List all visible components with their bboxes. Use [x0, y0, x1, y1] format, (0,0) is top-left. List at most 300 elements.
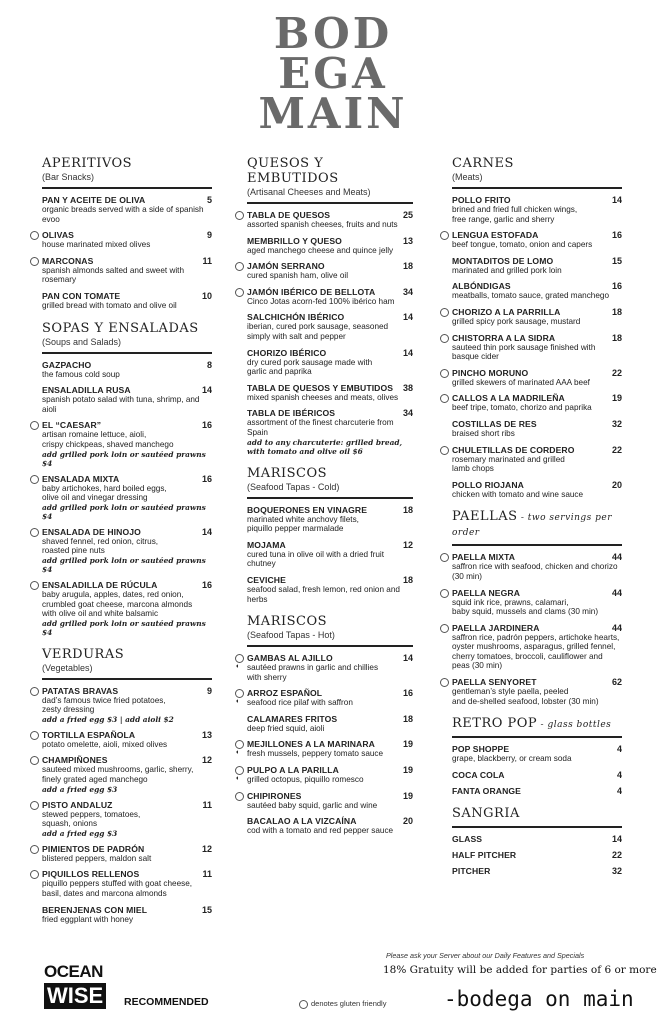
gluten-friendly-icon [440, 678, 449, 687]
section-title-text: QUESOS Y EMBUTIDOS [247, 156, 339, 186]
item-addon: add grilled pork loin or sautéed prawns $4 [42, 618, 206, 637]
item-description: piquillo pepper marmalade [247, 524, 344, 534]
menu-item [247, 210, 413, 230]
menu-item [42, 230, 212, 250]
item-price: 10 [201, 290, 212, 301]
item-name: HALF PITCHER [452, 849, 517, 860]
item-description: mixed spanish cheeses and meats, olives [247, 392, 399, 402]
item-description: saffron rice, padrón peppers, artichoke hearts, [452, 632, 620, 642]
item-price: 19 [402, 739, 413, 750]
item-name: ENSALADA MIXTA [42, 473, 120, 484]
item-price: 14 [201, 526, 212, 537]
section-title-text: MARISCOS [247, 465, 328, 481]
item-name: BACALAO A LA VIZCAÍNA [247, 816, 357, 827]
item-price: 16 [611, 281, 622, 292]
section-divider [42, 678, 212, 680]
menu-item [42, 527, 212, 574]
menu-item [247, 816, 413, 836]
menu-item [235, 653, 413, 682]
item-name: BERENJENAS CON MIEL [42, 904, 148, 915]
item-price: 20 [611, 479, 622, 490]
item-price: 22 [611, 444, 622, 455]
item-addon: add a fried egg $3 [42, 828, 118, 838]
gluten-friendly-icon [440, 624, 449, 633]
section-divider [452, 826, 622, 828]
item-name: TABLA DE QUESOS Y EMBUTIDOS [247, 382, 394, 393]
item-addon: add to any charcuterie: grilled bread, [247, 437, 403, 447]
menu-column-center [235, 156, 413, 846]
section-title [452, 806, 622, 821]
signature: -bodega on main [444, 987, 634, 1011]
item-price: 14 [201, 385, 212, 396]
item-name: PITCHER [452, 865, 491, 876]
item-description: artisan romaine lettuce, aioli, [42, 430, 147, 440]
section-divider [247, 645, 413, 647]
menu-item [42, 844, 212, 864]
item-description: seafood rice pilaf with saffron [247, 698, 353, 708]
menu-item [452, 744, 622, 764]
item-description: rosemary marinated and grilled [452, 454, 565, 464]
item-description: free range, garlic and sherry [452, 214, 555, 224]
gluten-friendly-icon [440, 446, 449, 455]
section-divider [452, 544, 622, 546]
menu-item [42, 730, 212, 750]
item-description: and de-shelled seafood, lobster (30 min) [452, 696, 599, 706]
item-price: 16 [201, 420, 212, 431]
item-description: squash, onions [42, 819, 98, 829]
menu-column-left [42, 156, 212, 934]
item-description: simply with salt and pepper [247, 331, 346, 341]
item-price: 16 [402, 688, 413, 699]
menu-item [247, 791, 413, 811]
gluten-friendly-icon [440, 589, 449, 598]
section-divider [247, 497, 413, 499]
menu-item [42, 905, 212, 925]
gluten-friendly-icon [30, 801, 39, 810]
gluten-friendly-icon [235, 262, 244, 271]
item-name: CHORIZO A LA PARRILLA [452, 306, 561, 317]
item-name: ENSALADA DE HINOJO [42, 526, 141, 537]
item-name: COSTILLAS DE RES [452, 418, 537, 429]
item-description: sauteed thin pork sausage finished with [452, 342, 596, 352]
section-divider [452, 187, 622, 189]
item-description: sauteed mixed mushrooms, garlic, sherry, [42, 765, 194, 775]
menu-item [247, 505, 413, 534]
item-name: BOQUERONES EN VINAGRE [247, 504, 368, 515]
menu-item [452, 588, 622, 617]
gluten-friendly-icon [235, 288, 244, 297]
item-name: MEMBRILLO Y QUESO [247, 235, 342, 246]
menu-section [452, 806, 622, 876]
item-addon: with tomato and olive oil $6 [247, 446, 363, 456]
section-note: - glass bottles [537, 720, 612, 731]
item-description: grilled skewers of marinated AAA beef [452, 377, 590, 387]
item-price: 14 [611, 195, 622, 205]
menu-item [247, 348, 413, 377]
item-addon: add a fried egg $3 | add aioli $2 [42, 714, 174, 724]
ocean-wise-logo [44, 962, 106, 1009]
item-description: cod with a tomato and red pepper sauce [247, 826, 394, 836]
item-description: iberian, cured pork sausage, seasoned [247, 322, 389, 332]
gluten-friendly-icon [440, 334, 449, 343]
section-subtitle: (Bar Snacks) [42, 172, 95, 182]
item-description: stewed peppers, tomatoes, [42, 809, 141, 819]
item-price: 18 [611, 306, 622, 317]
item-description: Cinco Jotas acorn-fed 100% ibérico ham [247, 296, 395, 306]
menu-item [42, 256, 212, 285]
section-title [42, 647, 212, 662]
item-price: 4 [616, 785, 622, 796]
item-price: 14 [402, 312, 413, 323]
menu-item [42, 580, 212, 637]
item-price: 18 [402, 574, 413, 585]
item-description: crispy chickpeas, shaved manchego [42, 439, 174, 449]
ocean-wise-fish-icon: ◖ [235, 775, 240, 783]
menu-item [452, 393, 622, 413]
menu-item [235, 688, 413, 708]
item-price: 20 [402, 816, 413, 827]
gluten-friendly-icon [30, 475, 39, 484]
section-title [42, 156, 212, 171]
menu-item [452, 445, 622, 474]
gratuity-note: 18% Gratuity will be added for parties of 6 or more [383, 964, 657, 976]
recommended-label: RECOMMENDED [124, 996, 209, 1008]
menu-item [452, 256, 622, 276]
section-title-text: MARISCOS [247, 614, 328, 630]
item-name: LENGUA ESTOFADA [452, 230, 539, 241]
item-price: 16 [611, 230, 622, 241]
item-addon: add grilled pork loin or sautéed prawns $4 [42, 502, 206, 521]
menu-item [452, 333, 622, 362]
gluten-friendly-icon [30, 421, 39, 430]
item-description: cured spanish ham, olive oil [247, 271, 349, 281]
item-description: brined and fried full chicken wings, [452, 205, 578, 214]
item-description: baby arugula, apples, dates, red onion, [42, 589, 184, 599]
menu-item [452, 786, 622, 796]
item-description: fresh mussels, peppery tomato sauce [247, 749, 384, 759]
section-title [452, 156, 622, 171]
item-description: saffron rice with seafood, chicken and chorizo (30 min) [452, 562, 618, 581]
item-name: POLLO RIOJANA [452, 479, 524, 490]
item-name: POLLO FRITO [452, 195, 511, 205]
item-price: 11 [202, 799, 212, 810]
item-name: CEVICHE [247, 574, 286, 585]
section-title-text: RETRO POP [452, 716, 538, 732]
item-description: spanish potato salad with tuna, shrimp, and aioli [42, 395, 200, 414]
section-divider [247, 202, 413, 204]
menu-item [452, 230, 622, 250]
menu-item [247, 575, 413, 604]
item-price: 34 [402, 408, 413, 419]
menu-item [42, 869, 212, 898]
item-description: chicken with tomato and wine sauce [452, 489, 584, 499]
item-price: 62 [611, 677, 622, 688]
section-note: - two servings per order [452, 513, 612, 539]
item-name: GLASS [452, 833, 483, 844]
menu-column-right [452, 156, 622, 886]
gluten-friendly-icon [30, 870, 39, 879]
item-description: grilled spicy pork sausage, mustard [452, 316, 581, 326]
gluten-friendly-icon [235, 654, 244, 663]
section-title-text: SOPAS Y ENSALADAS [42, 320, 199, 336]
item-description: crumbled goat cheese, marcona almonds [42, 599, 193, 609]
item-name: FANTA ORANGE [452, 785, 521, 796]
ocean-wise-word-2: WISE [44, 983, 106, 1009]
item-price: 19 [611, 393, 622, 404]
item-price: 16 [201, 579, 212, 590]
gluten-friendly-icon [30, 845, 39, 854]
logo-line-1: BOD [273, 9, 393, 58]
item-price: 18 [402, 261, 413, 272]
item-price: 18 [611, 332, 622, 343]
item-description: dad’s famous twice fried potatoes, [42, 695, 166, 705]
item-description: with olive oil and white balsamic [42, 609, 159, 619]
gluten-friendly-icon [30, 581, 39, 590]
item-addon: add a fried egg $3 [42, 784, 118, 794]
ocean-wise-fish-icon: ◖ [235, 663, 240, 671]
gluten-friendly-icon [30, 528, 39, 537]
item-description: fried eggplant with honey [42, 914, 134, 924]
menu-item [42, 291, 212, 311]
menu-section [42, 156, 212, 311]
item-description: zesty dressing [42, 705, 95, 715]
ocean-wise-fish-icon: ◖ [235, 698, 240, 706]
section-subtitle: (Meats) [452, 172, 483, 182]
item-name: PULPO A LA PARILLA [247, 765, 339, 776]
server-note: Please ask your Server about our Daily Features and Specials [386, 951, 585, 960]
item-price: 9 [206, 230, 212, 241]
gluten-friendly-note: denotes gluten friendly [311, 999, 387, 1008]
menu-item [247, 408, 413, 455]
item-price: 14 [402, 653, 413, 664]
item-description: basil, dates and marcona almonds [42, 889, 167, 899]
item-price: 32 [611, 418, 622, 429]
item-description: the famous cold soup [42, 369, 120, 379]
item-description: assorted spanish cheeses, fruits and nuts [247, 220, 398, 229]
item-price: 22 [611, 367, 622, 378]
logo [0, 9, 666, 138]
item-price: 44 [611, 552, 622, 563]
item-name: MONTADITOS DE LOMO [452, 255, 554, 266]
item-description: house marinated mixed olives [42, 240, 151, 250]
menu-section [452, 156, 622, 499]
section-subtitle: (Soups and Salads) [42, 336, 122, 347]
item-price: 38 [402, 382, 413, 393]
section-title-text: SANGRIA [452, 805, 520, 821]
item-name: POP SHOPPE [452, 744, 510, 755]
section-title-text: CARNES [452, 156, 514, 171]
item-name: MOJAMA [247, 539, 286, 550]
menu-item [452, 480, 622, 500]
item-name: JAMÓN SERRANO [247, 261, 325, 272]
item-name: JAMÓN IBÉRICO DE BELLOTA [247, 286, 376, 297]
item-price: 18 [402, 713, 413, 724]
section-subtitle: (Vegetables) [42, 662, 93, 673]
gluten-friendly-icon [235, 211, 244, 220]
item-description: grilled bread with tomato and olive oil [42, 300, 177, 310]
item-description: cherry tomatoes, broccoli, cauliflower and peas (30 min) [452, 651, 603, 671]
gluten-friendly-icon [30, 731, 39, 740]
item-description: basque cider [452, 352, 499, 362]
section-divider [452, 736, 622, 738]
section-title [247, 614, 413, 629]
item-description: finely grated aged manchego [42, 775, 148, 785]
item-name: PAELLA MIXTA [452, 552, 516, 563]
item-price: 19 [402, 765, 413, 776]
item-name: PAELLA NEGRA [452, 587, 521, 598]
menu-item [452, 866, 622, 876]
item-description: gentleman’s style paella, peeled [452, 687, 569, 697]
menu-item [247, 287, 413, 307]
menu-item [42, 686, 212, 724]
item-description: sautéed prawns in garlic and chillies [247, 663, 379, 673]
item-price: 8 [206, 359, 212, 370]
item-price: 12 [402, 539, 413, 550]
item-description: roasted pine nuts [42, 546, 105, 556]
section-divider [42, 187, 212, 189]
item-name: PIMIENTOS DE PADRÓN [42, 843, 145, 854]
section-subtitle: (Seafood Tapas - Cold) [247, 481, 340, 492]
section-title-text: PAELLAS [452, 509, 518, 525]
item-description: piquillo peppers stuffed with goat cheese, [42, 879, 193, 889]
item-description: dry cured pork sausage made with [247, 357, 373, 367]
item-description: squid ink rice, prawns, calamari, [452, 597, 569, 607]
item-description: marinated and grilled pork loin [452, 265, 562, 275]
section-subtitle: (Artisanal Cheeses and Meats) [247, 187, 371, 197]
item-name: TABLA DE IBÉRICOS [247, 408, 336, 419]
item-name: CHORIZO IBÉRICO [247, 347, 327, 358]
gluten-friendly-icon [440, 394, 449, 403]
item-description: marinated white anchovy filets, [247, 514, 359, 524]
item-price: 14 [611, 833, 622, 844]
section-title [42, 321, 212, 336]
item-description: sautéed baby squid, garlic and wine [247, 800, 378, 810]
menu-item [247, 714, 413, 734]
item-description: cured tuna in olive oil with a dried fruit chutney [247, 549, 384, 569]
item-price: 11 [202, 255, 212, 266]
menu-item [235, 765, 413, 785]
section-title [452, 509, 622, 539]
item-name: PATATAS BRAVAS [42, 685, 119, 696]
menu-item [247, 261, 413, 281]
menu-item [247, 383, 413, 403]
item-price: 18 [402, 504, 413, 515]
item-price: 22 [611, 849, 622, 860]
menu-item [42, 385, 212, 414]
menu-item [452, 368, 622, 388]
gluten-friendly-icon [235, 792, 244, 801]
item-description: baby artichokes, hard boiled eggs, [42, 483, 167, 493]
item-name: TABLA DE QUESOS [247, 210, 331, 220]
menu-section [42, 321, 212, 637]
item-name: PINCHO MORUNO [452, 367, 529, 378]
item-description: shaved fennel, red onion, citrus, [42, 536, 159, 546]
item-price: 25 [402, 210, 413, 220]
item-name: ENSALADILLA RUSA [42, 385, 131, 396]
section-divider [42, 352, 212, 354]
item-description: with sherry [247, 672, 287, 682]
gluten-friendly-icon [440, 553, 449, 562]
item-description: organic breads served with a side of spanish evoo [42, 205, 204, 224]
menu-item [247, 312, 413, 341]
menu-item [452, 850, 622, 860]
menu-item [452, 419, 622, 439]
item-name: GAMBAS AL AJILLO [247, 653, 333, 664]
item-name: ARROZ ESPAÑOL [247, 688, 323, 699]
item-description: olive oil and vinegar dressing [42, 493, 148, 503]
gluten-friendly-icon [440, 369, 449, 378]
menu-item [42, 755, 212, 793]
item-price: 44 [611, 587, 622, 598]
gluten-friendly-icon [440, 308, 449, 317]
menu-item [452, 307, 622, 327]
menu-item [452, 677, 622, 706]
item-description: aged manchego cheese and quince jelly [247, 245, 394, 255]
menu-item [247, 540, 413, 569]
item-price: 12 [201, 755, 212, 766]
item-description: seafood salad, fresh lemon, red onion and herbs [247, 584, 400, 604]
item-name: PAN CON TOMATE [42, 290, 121, 301]
item-price: 32 [611, 865, 622, 876]
item-price: 44 [611, 622, 622, 633]
menu-item [452, 834, 622, 844]
menu-section [235, 614, 413, 836]
item-name: CHISTORRA A LA SIDRA [452, 332, 556, 343]
item-name: MARCONAS [42, 255, 94, 266]
gluten-friendly-icon [235, 689, 244, 698]
item-name: OLIVAS [42, 230, 74, 241]
menu-section [247, 466, 413, 605]
menu-item [42, 800, 212, 838]
item-name: PIQUILLOS RELLENOS [42, 869, 140, 880]
item-name: CALAMARES FRITOS [247, 713, 338, 724]
item-description: beef tongue, tomato, onion and capers [452, 240, 593, 250]
menu-item [452, 552, 622, 581]
menu-item [452, 623, 622, 671]
item-description: braised short ribs [452, 428, 515, 438]
item-name: ENSALADILLA DE RÚCULA [42, 579, 158, 590]
item-name: ALBÓNDIGAS [452, 281, 511, 292]
item-name: PAELLA SENYORET [452, 677, 537, 688]
ocean-wise-word-1: OCEAN [44, 962, 103, 981]
item-description: meatballs, tomato sauce, grated manchego [452, 291, 610, 301]
logo-line-2: EGA [278, 49, 388, 98]
item-price: 4 [616, 744, 622, 755]
menu-section [452, 716, 622, 796]
item-price: 13 [402, 235, 413, 246]
item-description: oyster mushrooms, asparagus, grilled fennel, [452, 642, 616, 652]
item-description: spanish almonds salted and sweet with rosemary [42, 265, 184, 285]
section-title-text: APERITIVOS [42, 156, 133, 171]
item-price: 13 [201, 729, 212, 740]
item-price: 34 [402, 286, 413, 297]
ocean-wise-fish-icon: ◖ [235, 749, 240, 757]
gluten-friendly-icon [30, 231, 39, 240]
item-name: CHULETILLAS DE CORDERO [452, 444, 575, 455]
gluten-friendly-icon [235, 740, 244, 749]
item-description: blistered peppers, maldon salt [42, 853, 152, 863]
item-price: 12 [201, 843, 212, 854]
menu-item [247, 236, 413, 256]
item-price: 14 [402, 347, 413, 358]
item-name: MEJILLONES A LA MARINARA [247, 739, 375, 750]
menu-item [452, 770, 622, 780]
section-title-text: VERDURAS [42, 646, 125, 662]
item-name: TORTILLA ESPAÑOLA [42, 729, 136, 740]
item-description: grilled octopus, piquillo romesco [247, 775, 364, 785]
menu-section [452, 509, 622, 706]
gluten-friendly-icon [299, 1000, 308, 1009]
